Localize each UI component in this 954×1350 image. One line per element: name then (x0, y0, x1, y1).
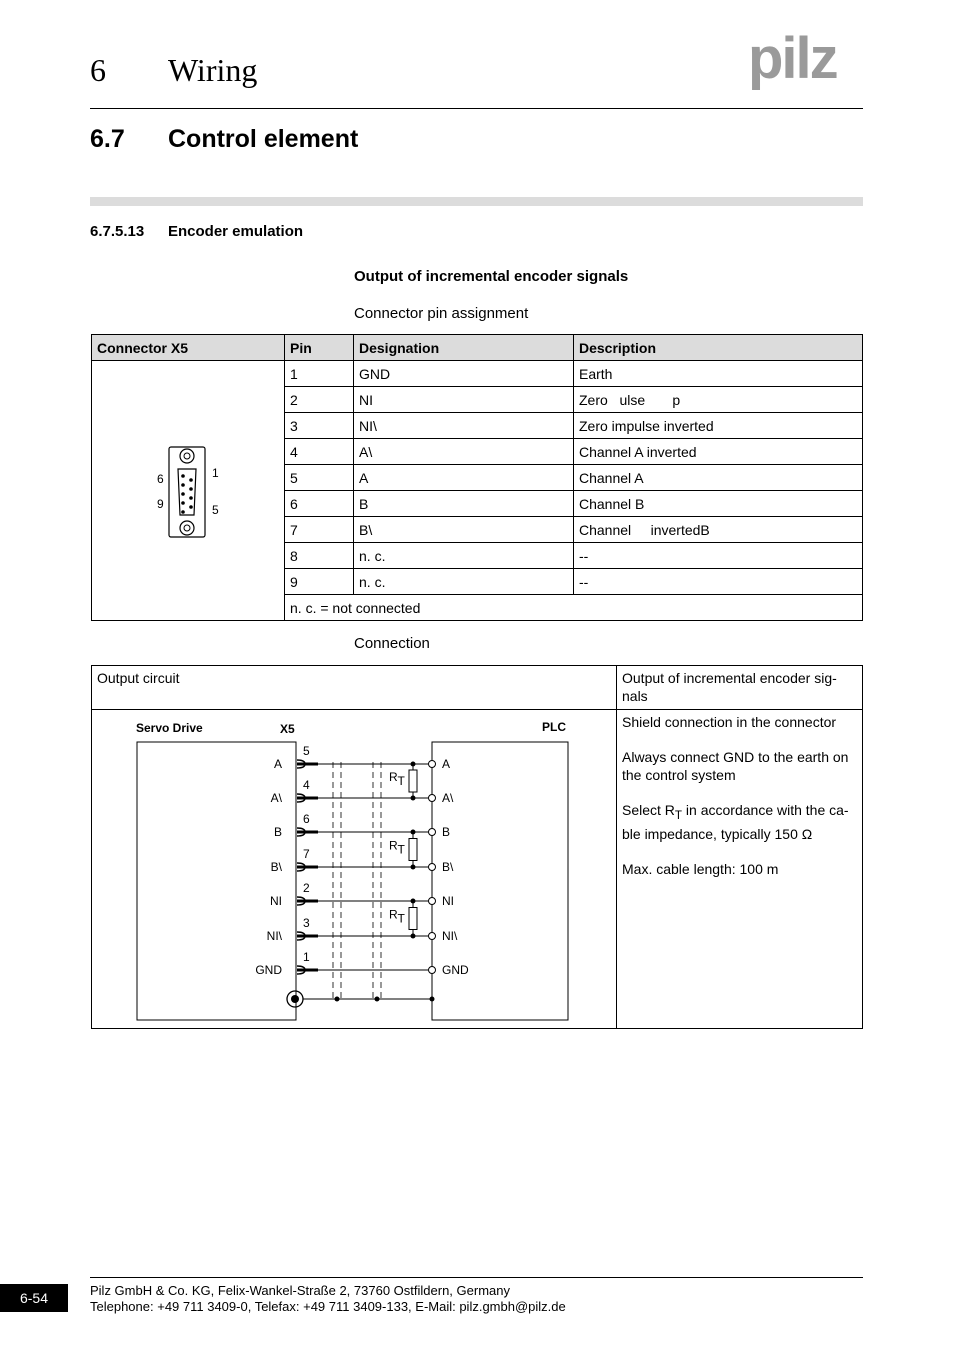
resistor-body (409, 908, 417, 930)
plc-signal-label: B\ (442, 860, 454, 874)
header-pin: Pin (285, 335, 354, 361)
pin-number-label: 1 (303, 950, 310, 964)
note-shield: Shield connection in the connector (622, 714, 837, 730)
section-divider (90, 197, 863, 206)
terminating-resistors (389, 762, 417, 939)
chapter-title: Wiring (168, 52, 258, 88)
cell-pin: 5 (285, 465, 354, 491)
connection-header-row (92, 666, 863, 710)
junction-dot (411, 830, 416, 835)
cell-description: Earth (574, 361, 863, 387)
footer-address: Pilz GmbH & Co. KG, Felix-Wankel-Straße 2, 73760 Ostfildern, Germany (90, 1283, 510, 1298)
pilz-logo (748, 30, 864, 99)
servo-drive-label: Servo Drive (136, 721, 203, 735)
cell-designation: n. c. (354, 569, 574, 595)
servo-signal-label: A\ (270, 791, 282, 805)
plc-signal-label: A (442, 757, 451, 771)
table-footnote: n. c. = not connected (285, 595, 863, 621)
junction-dot (411, 934, 416, 939)
footer-contact: Telephone: +49 711 3409-0, Telefax: +49 711 3409-133, E-Mail: pilz.gmbh@pilz.de (90, 1299, 566, 1314)
connection-caption: Connection (354, 635, 430, 652)
servo-signal-label: B (273, 825, 282, 839)
servo-signal-label: NI (270, 894, 282, 908)
pin-table-caption: Connector pin assignment (354, 305, 529, 322)
circuit-diagram (92, 710, 616, 1028)
connection-body-row (92, 710, 863, 1029)
plc-signal-label: NI (442, 894, 454, 908)
junction-dot (411, 796, 416, 801)
connection-table (91, 665, 863, 1029)
servo-drive-box (137, 742, 296, 1020)
footer-rule (90, 1277, 863, 1278)
sub-d-connector-drawing (133, 439, 243, 539)
junction-dot (411, 899, 416, 904)
servo-signal-label: A (273, 757, 282, 771)
note-cable: Max. cable length: 100 m (622, 860, 779, 877)
plc-terminal (429, 933, 436, 940)
plc-terminal (429, 898, 436, 905)
cell-pin: 6 (285, 491, 354, 517)
connector-pin-9-label: 9 (157, 497, 164, 511)
cell-pin: 7 (285, 517, 354, 543)
plc-signal-label: GND (442, 963, 469, 977)
signal-lines (255, 744, 469, 977)
plc-terminal (429, 795, 436, 802)
table-row (92, 361, 863, 387)
pin-number-label: 3 (303, 916, 310, 930)
cell-description: Zero impulse inverted (574, 413, 863, 439)
cell-designation: B (354, 491, 574, 517)
connector-pin-1-label: 1 (212, 466, 219, 480)
pin-number-label: 5 (303, 744, 310, 758)
page-number: 6-54 (0, 1284, 68, 1312)
chapter-number: 6 (90, 52, 106, 88)
junction-dot (411, 865, 416, 870)
cell-pin: 2 (285, 387, 354, 413)
pin-number-label: 7 (303, 847, 310, 861)
output-circuit-header: Output circuit (92, 666, 617, 710)
section-title: Control element (168, 125, 359, 153)
section-number: 6.7 (90, 125, 125, 153)
header-connector: Connector X5 (92, 335, 285, 361)
subsection-title: Encoder emulation (168, 223, 304, 240)
junction-dot (411, 762, 416, 767)
header-designation: Designation (354, 335, 574, 361)
cell-pin: 9 (285, 569, 354, 595)
cell-description: Zero ulse p (574, 387, 863, 413)
note-gnd: Always connect GND to the earth on the control system (622, 749, 849, 783)
plc-terminal (429, 761, 436, 768)
cell-description: Channel A (574, 465, 863, 491)
plc-box (432, 742, 568, 1020)
connector-cell (92, 361, 285, 621)
cell-description: Channel invertedB (574, 517, 863, 543)
resistor-body (409, 839, 417, 861)
plc-signal-label: NI\ (442, 929, 458, 943)
plc-label: PLC (542, 720, 566, 734)
logo-text: pilz (748, 30, 837, 91)
cell-designation: NI\ (354, 413, 574, 439)
connection-notes (617, 710, 863, 1029)
resistor-body (409, 770, 417, 792)
cell-description: -- (574, 543, 863, 569)
cell-designation: A (354, 465, 574, 491)
circuit-cell (92, 710, 617, 1029)
cell-designation: GND (354, 361, 574, 387)
output-signals-header: Output of incremental encoder sig-nals (617, 666, 863, 710)
pin-number-label: 4 (303, 778, 310, 792)
servo-signal-label: NI\ (266, 929, 282, 943)
plc-terminal (429, 829, 436, 836)
subsection-number: 6.7.5.13 (90, 223, 145, 240)
pin-assignment-table (91, 334, 863, 621)
plc-signal-label: A\ (442, 791, 454, 805)
note-rt: Select $R_T$ in accordance with the ca-ble impedance, typically 150 Ω (622, 802, 849, 842)
pin-number-label: 2 (303, 881, 310, 895)
cell-designation: NI (354, 387, 574, 413)
output-heading: Output of incremental encoder signals (354, 268, 629, 285)
resistor-label: RT (389, 770, 405, 788)
table-header-row (92, 335, 863, 361)
connector-pin-5-label: 5 (212, 503, 219, 517)
cell-description: -- (574, 569, 863, 595)
servo-signal-label: B\ (270, 860, 282, 874)
cell-designation: n. c. (354, 543, 574, 569)
cell-designation: A\ (354, 439, 574, 465)
servo-signal-label: GND (255, 963, 282, 977)
cell-pin: 3 (285, 413, 354, 439)
cell-designation: B\ (354, 517, 574, 543)
header-rule (90, 108, 863, 109)
cell-pin: 1 (285, 361, 354, 387)
header-description: Description (574, 335, 863, 361)
plc-terminal (429, 967, 436, 974)
plc-terminal (429, 864, 436, 871)
resistor-label: RT (389, 907, 405, 926)
pin-number-label: 6 (303, 812, 310, 826)
cell-pin: 8 (285, 543, 354, 569)
cell-description: Channel B (574, 491, 863, 517)
cell-pin: 4 (285, 439, 354, 465)
plc-signal-label: B (442, 825, 451, 839)
cell-description: Channel A inverted (574, 439, 863, 465)
connector-pin-6-label: 6 (157, 472, 164, 486)
resistor-label: RT (389, 838, 405, 857)
x5-label: X5 (280, 722, 295, 736)
